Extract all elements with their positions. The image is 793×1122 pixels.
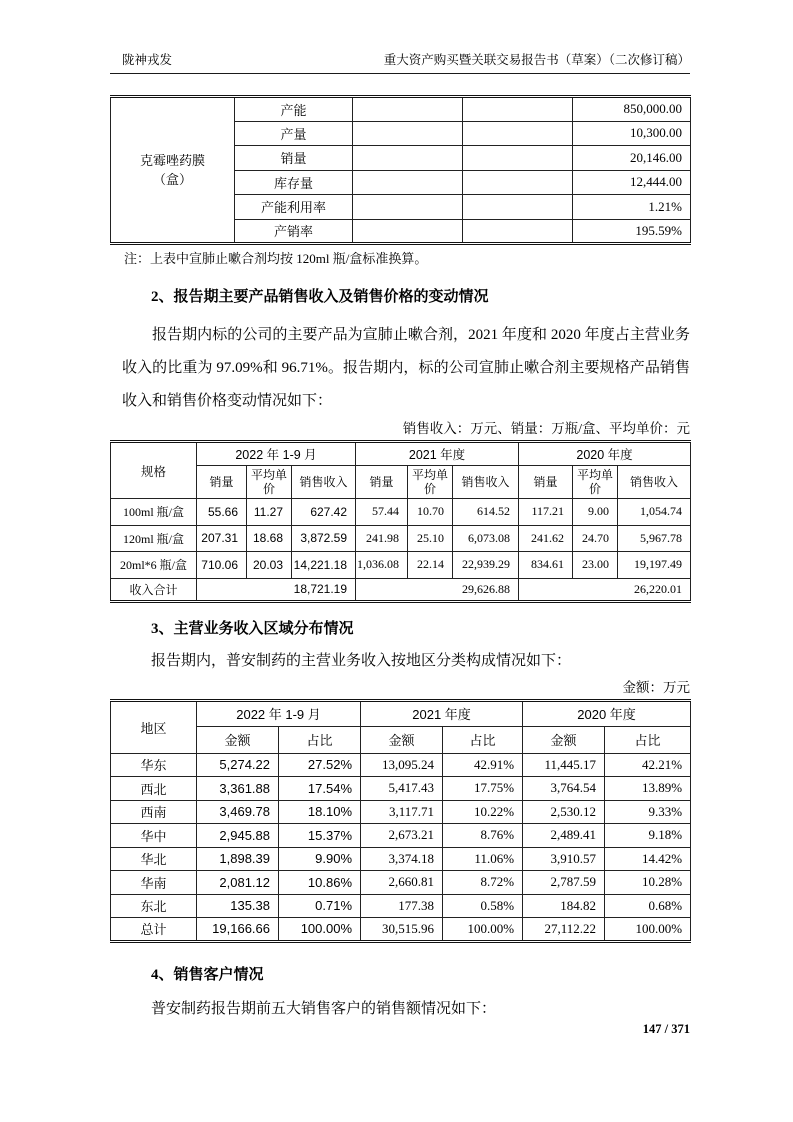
num-cell: 614.52 bbox=[453, 499, 519, 526]
num-cell: 19,197.49 bbox=[618, 552, 691, 579]
empty-cell bbox=[353, 97, 463, 122]
period-header-cell: 2021 年度 bbox=[356, 442, 519, 466]
value-cell: 20,146.00 bbox=[573, 146, 691, 171]
section-heading-3: 3、主营业务收入区域分布情况 bbox=[151, 620, 354, 637]
value-cell: 1.21% bbox=[573, 195, 691, 220]
page-header bbox=[110, 52, 690, 74]
num-cell: 18.10% bbox=[279, 800, 361, 824]
total-num-cell: 100.00% bbox=[279, 918, 361, 942]
product-cell bbox=[111, 97, 235, 244]
table-row bbox=[111, 499, 691, 526]
num-cell: 2,660.81 bbox=[361, 871, 443, 895]
subheader-cell: 占比 bbox=[605, 726, 691, 753]
table-row bbox=[111, 777, 691, 801]
section-heading-2: 2、报告期主要产品销售收入及销售价格的变动情况 bbox=[151, 289, 489, 305]
region-cell: 华中 bbox=[111, 824, 197, 848]
total-label-cell: 总计 bbox=[111, 918, 197, 942]
empty-cell bbox=[353, 146, 463, 171]
num-cell: 24.70 bbox=[573, 525, 618, 552]
table-row bbox=[111, 847, 691, 871]
value-cell: 10,300.00 bbox=[573, 121, 691, 146]
num-cell: 42.21% bbox=[605, 753, 691, 777]
num-cell: 27.52% bbox=[279, 753, 361, 777]
row-label-cell: 库存量 bbox=[235, 170, 353, 195]
num-cell: 5,417.43 bbox=[361, 777, 443, 801]
num-cell: 3,374.18 bbox=[361, 847, 443, 871]
num-cell: 0.68% bbox=[605, 894, 691, 918]
num-cell: 2,489.41 bbox=[523, 824, 605, 848]
period-header-cell: 2022 年 1-9 月 bbox=[197, 442, 356, 466]
num-cell: 1,054.74 bbox=[618, 499, 691, 526]
num-cell: 13.89% bbox=[605, 777, 691, 801]
num-cell: 23.00 bbox=[573, 552, 618, 579]
header-doc-title: 重大资产购买暨关联交易报告书（草案）（二次修订稿） bbox=[383, 53, 690, 67]
table-total-row bbox=[111, 578, 691, 601]
subheader-cell: 金额 bbox=[361, 726, 443, 753]
num-cell: 10.86% bbox=[279, 871, 361, 895]
num-cell: 11.06% bbox=[443, 847, 523, 871]
num-cell: 3,910.57 bbox=[523, 847, 605, 871]
table-row bbox=[111, 753, 691, 777]
value-cell: 12,444.00 bbox=[573, 170, 691, 195]
section-heading-4: 4、销售客户情况 bbox=[151, 966, 264, 983]
num-cell: 20.03 bbox=[247, 552, 292, 579]
period-header-cell: 2020 年度 bbox=[523, 700, 691, 726]
table-row bbox=[111, 97, 691, 122]
table-row bbox=[111, 552, 691, 579]
row-label-cell: 产能利用率 bbox=[235, 195, 353, 220]
num-cell: 22,939.29 bbox=[453, 552, 519, 579]
spec-cell: 20ml*6 瓶/盒 bbox=[111, 552, 197, 579]
total-num-cell: 19,166.66 bbox=[197, 918, 279, 942]
num-cell: 17.75% bbox=[443, 777, 523, 801]
spec-sales-table bbox=[110, 440, 691, 603]
subheader-cell: 销售收入 bbox=[453, 466, 519, 499]
num-cell: 135.38 bbox=[197, 894, 279, 918]
total-num-cell: 100.00% bbox=[605, 918, 691, 942]
region-revenue-table bbox=[110, 699, 691, 943]
subheader-cell: 平均单价 bbox=[573, 466, 618, 499]
subheader-cell: 平均单价 bbox=[408, 466, 453, 499]
num-cell: 3,469.78 bbox=[197, 800, 279, 824]
num-cell: 0.71% bbox=[279, 894, 361, 918]
num-cell: 834.61 bbox=[519, 552, 573, 579]
paragraph-section2: 报告期内标的公司的主要产品为宣肺止嗽合剂，2021 年度和 2020 年度占主营业务收入的比重为 97.09%和 96.71%。报告期内，标的公司宣肺止嗽合剂主要规格产品销售收入和销售价格变动情况如下： bbox=[122, 327, 690, 409]
subheader-cell: 金额 bbox=[523, 726, 605, 753]
num-cell: 2,081.12 bbox=[197, 871, 279, 895]
num-cell: 10.22% bbox=[443, 800, 523, 824]
header-company: 陇神戎发 bbox=[122, 53, 173, 67]
table-footnote: 注：上表中宣肺止嗽合剂均按 120ml 瓶/盒标准换算。 bbox=[124, 251, 428, 266]
table-row bbox=[111, 525, 691, 552]
value-cell: 195.59% bbox=[573, 219, 691, 244]
empty-cell bbox=[463, 146, 573, 171]
region-cell: 华北 bbox=[111, 847, 197, 871]
paragraph-section3: 报告期内，普安制药的主营业务收入按地区分类构成情况如下： bbox=[151, 652, 572, 669]
period-header-cell: 2020 年度 bbox=[519, 442, 691, 466]
num-cell: 9.90% bbox=[279, 847, 361, 871]
total-num-cell: 27,112.22 bbox=[523, 918, 605, 942]
num-cell: 1,898.39 bbox=[197, 847, 279, 871]
spec-cell: 120ml 瓶/盒 bbox=[111, 525, 197, 552]
empty-cell bbox=[353, 219, 463, 244]
subheader-cell: 销量 bbox=[519, 466, 573, 499]
num-cell: 177.38 bbox=[361, 894, 443, 918]
empty-cell bbox=[463, 121, 573, 146]
total-num-cell: 100.00% bbox=[443, 918, 523, 942]
table-subheader-row bbox=[111, 726, 691, 753]
total-label-cell: 收入合计 bbox=[111, 578, 197, 601]
num-cell: 241.62 bbox=[519, 525, 573, 552]
table-row bbox=[111, 800, 691, 824]
region-cell: 西北 bbox=[111, 777, 197, 801]
row-label-cell: 产销率 bbox=[235, 219, 353, 244]
table-header-row bbox=[111, 700, 691, 726]
row-label-cell: 产能 bbox=[235, 97, 353, 122]
num-cell: 3,872.59 bbox=[292, 525, 356, 552]
table-subheader-row bbox=[111, 466, 691, 499]
value-cell: 850,000.00 bbox=[573, 97, 691, 122]
num-cell: 55.66 bbox=[197, 499, 247, 526]
table-row bbox=[111, 871, 691, 895]
subheader-cell: 销量 bbox=[197, 466, 247, 499]
num-cell: 3,764.54 bbox=[523, 777, 605, 801]
total-num-cell: 18,721.19 bbox=[197, 578, 356, 601]
num-cell: 15.37% bbox=[279, 824, 361, 848]
num-cell: 25.10 bbox=[408, 525, 453, 552]
subheader-cell: 占比 bbox=[279, 726, 361, 753]
table-row bbox=[111, 824, 691, 848]
num-cell: 14,221.18 bbox=[292, 552, 356, 579]
total-num-cell: 29,626.88 bbox=[356, 578, 519, 601]
region-cell: 西南 bbox=[111, 800, 197, 824]
num-cell: 710.06 bbox=[197, 552, 247, 579]
region-cell: 华南 bbox=[111, 871, 197, 895]
total-num-cell: 30,515.96 bbox=[361, 918, 443, 942]
product-unit: （盒） bbox=[152, 172, 192, 187]
total-num-cell: 26,220.01 bbox=[519, 578, 691, 601]
period-header-cell: 2022 年 1-9 月 bbox=[197, 700, 361, 726]
spec-cell: 100ml 瓶/盒 bbox=[111, 499, 197, 526]
subheader-cell: 销量 bbox=[356, 466, 408, 499]
table-total-row bbox=[111, 918, 691, 942]
subheader-cell: 销售收入 bbox=[292, 466, 356, 499]
empty-cell bbox=[463, 97, 573, 122]
num-cell: 22.14 bbox=[408, 552, 453, 579]
num-cell: 5,967.78 bbox=[618, 525, 691, 552]
corner-header-cell: 地区 bbox=[111, 700, 197, 753]
num-cell: 3,361.88 bbox=[197, 777, 279, 801]
row-label-cell: 销量 bbox=[235, 146, 353, 171]
subheader-cell: 销售收入 bbox=[618, 466, 691, 499]
num-cell: 14.42% bbox=[605, 847, 691, 871]
subheader-cell: 金额 bbox=[197, 726, 279, 753]
num-cell: 17.54% bbox=[279, 777, 361, 801]
period-header-cell: 2021 年度 bbox=[361, 700, 523, 726]
num-cell: 2,945.88 bbox=[197, 824, 279, 848]
unit-note-sales: 销售收入：万元、销量：万瓶/盒、平均单价：元 bbox=[402, 421, 690, 436]
subheader-cell: 平均单价 bbox=[247, 466, 292, 499]
empty-cell bbox=[463, 170, 573, 195]
num-cell: 627.42 bbox=[292, 499, 356, 526]
num-cell: 2,530.12 bbox=[523, 800, 605, 824]
table-row bbox=[111, 894, 691, 918]
num-cell: 2,673.21 bbox=[361, 824, 443, 848]
num-cell: 117.21 bbox=[519, 499, 573, 526]
capacity-table bbox=[110, 95, 691, 245]
row-label-cell: 产量 bbox=[235, 121, 353, 146]
num-cell: 42.91% bbox=[443, 753, 523, 777]
empty-cell bbox=[353, 121, 463, 146]
num-cell: 10.28% bbox=[605, 871, 691, 895]
num-cell: 9.33% bbox=[605, 800, 691, 824]
num-cell: 1,036.08 bbox=[356, 552, 408, 579]
num-cell: 11,445.17 bbox=[523, 753, 605, 777]
subheader-cell: 占比 bbox=[443, 726, 523, 753]
region-cell: 东北 bbox=[111, 894, 197, 918]
paragraph-section4: 普安制药报告期前五大销售客户的销售额情况如下： bbox=[151, 1000, 497, 1017]
page-number: 147 / 371 bbox=[642, 1021, 690, 1036]
table-header-row bbox=[111, 442, 691, 466]
num-cell: 241.98 bbox=[356, 525, 408, 552]
unit-note-region: 金额：万元 bbox=[622, 679, 690, 695]
empty-cell bbox=[353, 195, 463, 220]
num-cell: 8.72% bbox=[443, 871, 523, 895]
num-cell: 9.18% bbox=[605, 824, 691, 848]
empty-cell bbox=[463, 195, 573, 220]
region-cell: 华东 bbox=[111, 753, 197, 777]
num-cell: 11.27 bbox=[247, 499, 292, 526]
num-cell: 5,274.22 bbox=[197, 753, 279, 777]
empty-cell bbox=[463, 219, 573, 244]
product-name: 克霉唑药膜 bbox=[139, 153, 205, 168]
num-cell: 184.82 bbox=[523, 894, 605, 918]
num-cell: 0.58% bbox=[443, 894, 523, 918]
num-cell: 9.00 bbox=[573, 499, 618, 526]
num-cell: 10.70 bbox=[408, 499, 453, 526]
num-cell: 3,117.71 bbox=[361, 800, 443, 824]
num-cell: 6,073.08 bbox=[453, 525, 519, 552]
num-cell: 207.31 bbox=[197, 525, 247, 552]
num-cell: 2,787.59 bbox=[523, 871, 605, 895]
num-cell: 8.76% bbox=[443, 824, 523, 848]
num-cell: 57.44 bbox=[356, 499, 408, 526]
num-cell: 13,095.24 bbox=[361, 753, 443, 777]
empty-cell bbox=[353, 170, 463, 195]
num-cell: 18.68 bbox=[247, 525, 292, 552]
corner-header-cell: 规格 bbox=[111, 442, 197, 499]
